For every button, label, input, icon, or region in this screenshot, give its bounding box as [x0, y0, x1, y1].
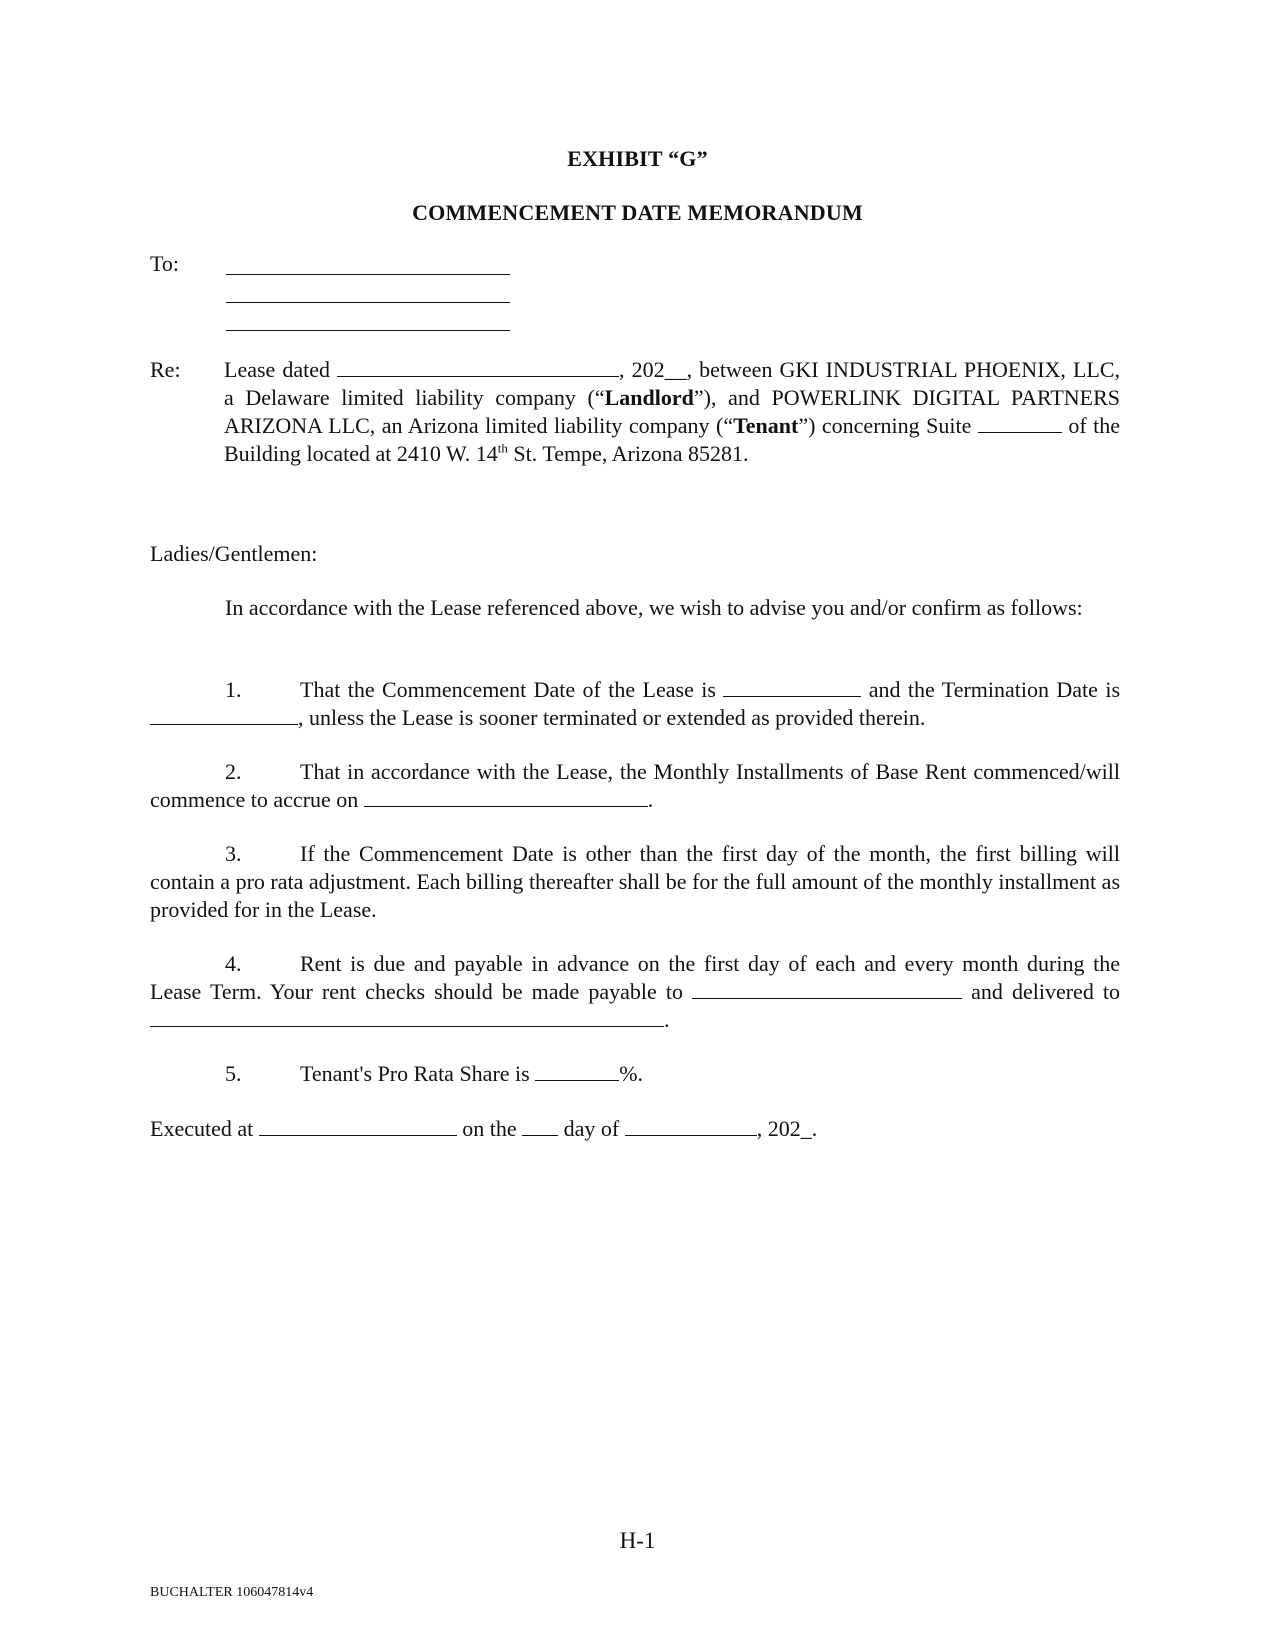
payable-to-blank[interactable] [692, 978, 962, 999]
item-1-text-a: That the Commencement Date of the Lease is [300, 677, 716, 702]
to-blank-line-3[interactable] [226, 330, 510, 331]
item-3 [150, 840, 1120, 924]
item-4 [150, 950, 1120, 1034]
intro-text: In accordance with the Lease referenced above, we wish to advise you and/or confirm as follows: [225, 595, 1083, 620]
item-1-text-b: and the Termination Date is [868, 677, 1121, 702]
item-4-text-a: Rent is due and payable in advance on the first day of each and every month during the Lease Term. Your rent checks should be made payable to [150, 951, 1120, 1004]
page-number: H-1 [619, 1528, 656, 1553]
item-3-number: 3. [225, 841, 242, 866]
item-4-text-b: and delivered to [971, 979, 1121, 1004]
item-1-text-c: , unless the Lease is sooner terminated or extended as provided therein. [298, 705, 926, 730]
re-text-1: , 202__, between GKI INDUSTRIAL PHOENIX, LLC, a Delaware limited liability company (“ [224, 357, 1121, 410]
item-5-text-b: %. [619, 1061, 644, 1086]
to-label: To: [150, 251, 180, 276]
item-4-text-c: . [664, 1007, 670, 1032]
re-label: Re: [150, 357, 181, 382]
executed-text-c: day of [563, 1116, 620, 1141]
executed-at-blank[interactable] [259, 1115, 457, 1136]
termination-date-blank[interactable] [150, 704, 298, 725]
item-4-number: 4. [225, 951, 242, 976]
memo-title: COMMENCEMENT DATE MEMORANDUM [412, 200, 863, 225]
executed-day-blank[interactable] [522, 1115, 558, 1136]
salutation: Ladies/Gentlemen: [150, 541, 318, 566]
lease-date-blank[interactable] [337, 356, 619, 377]
executed-line [150, 1115, 1120, 1143]
re-text-5: St. Tempe, Arizona 85281. [507, 441, 749, 466]
tenant-term: Tenant [733, 413, 799, 438]
ordinal-suffix: th [497, 440, 508, 456]
re-text-3: ”) concerning Suite [798, 413, 972, 438]
rent-accrue-date-blank[interactable] [364, 786, 648, 807]
pro-rata-share-blank[interactable] [535, 1060, 619, 1081]
re-text-2: ”), and POWERLINK DIGITAL PARTNERS ARIZONA LLC, an Arizona limited liability company (“ [224, 385, 1120, 438]
executed-text-b: on the [462, 1116, 517, 1141]
document-id: BUCHALTER 106047814v4 [150, 1585, 314, 1600]
commencement-date-blank[interactable] [723, 676, 861, 697]
re-text-4: of the Building located at 2410 W. 14 [224, 413, 1120, 466]
item-2-text-a: That in accordance with the Lease, the Monthly Installments of Base Rent commenced/will commence to accrue on [150, 759, 1120, 812]
executed-text-d: , 202_. [756, 1116, 818, 1141]
exhibit-title: EXHIBIT “G” [567, 146, 708, 171]
executed-text-a: Executed at [150, 1116, 254, 1141]
item-2-text-b: . [647, 787, 654, 812]
item-5 [150, 1060, 1120, 1088]
delivered-to-blank[interactable] [150, 1006, 664, 1027]
item-1-number: 1. [225, 677, 242, 702]
to-blank-line-2[interactable] [226, 302, 510, 303]
item-5-number: 5. [225, 1061, 242, 1086]
item-1 [150, 676, 1120, 732]
item-2 [150, 758, 1120, 814]
item-5-text-a: Tenant's Pro Rata Share is [300, 1061, 530, 1086]
intro-paragraph [150, 594, 1120, 622]
suite-blank[interactable] [978, 412, 1062, 433]
item-3-text: If the Commencement Date is other than the first day of the month, the first billing will contain a pro rata adjustment. Each billing thereafter shall be for the full amount of the monthly installment as provided for in the Lease. [150, 841, 1120, 922]
to-blank-line-1[interactable] [226, 274, 510, 275]
re-lease-dated: Lease dated [224, 357, 330, 382]
item-2-number: 2. [225, 759, 242, 784]
landlord-term: Landlord [604, 385, 694, 410]
executed-month-blank[interactable] [625, 1115, 757, 1136]
re-paragraph [224, 356, 1120, 468]
